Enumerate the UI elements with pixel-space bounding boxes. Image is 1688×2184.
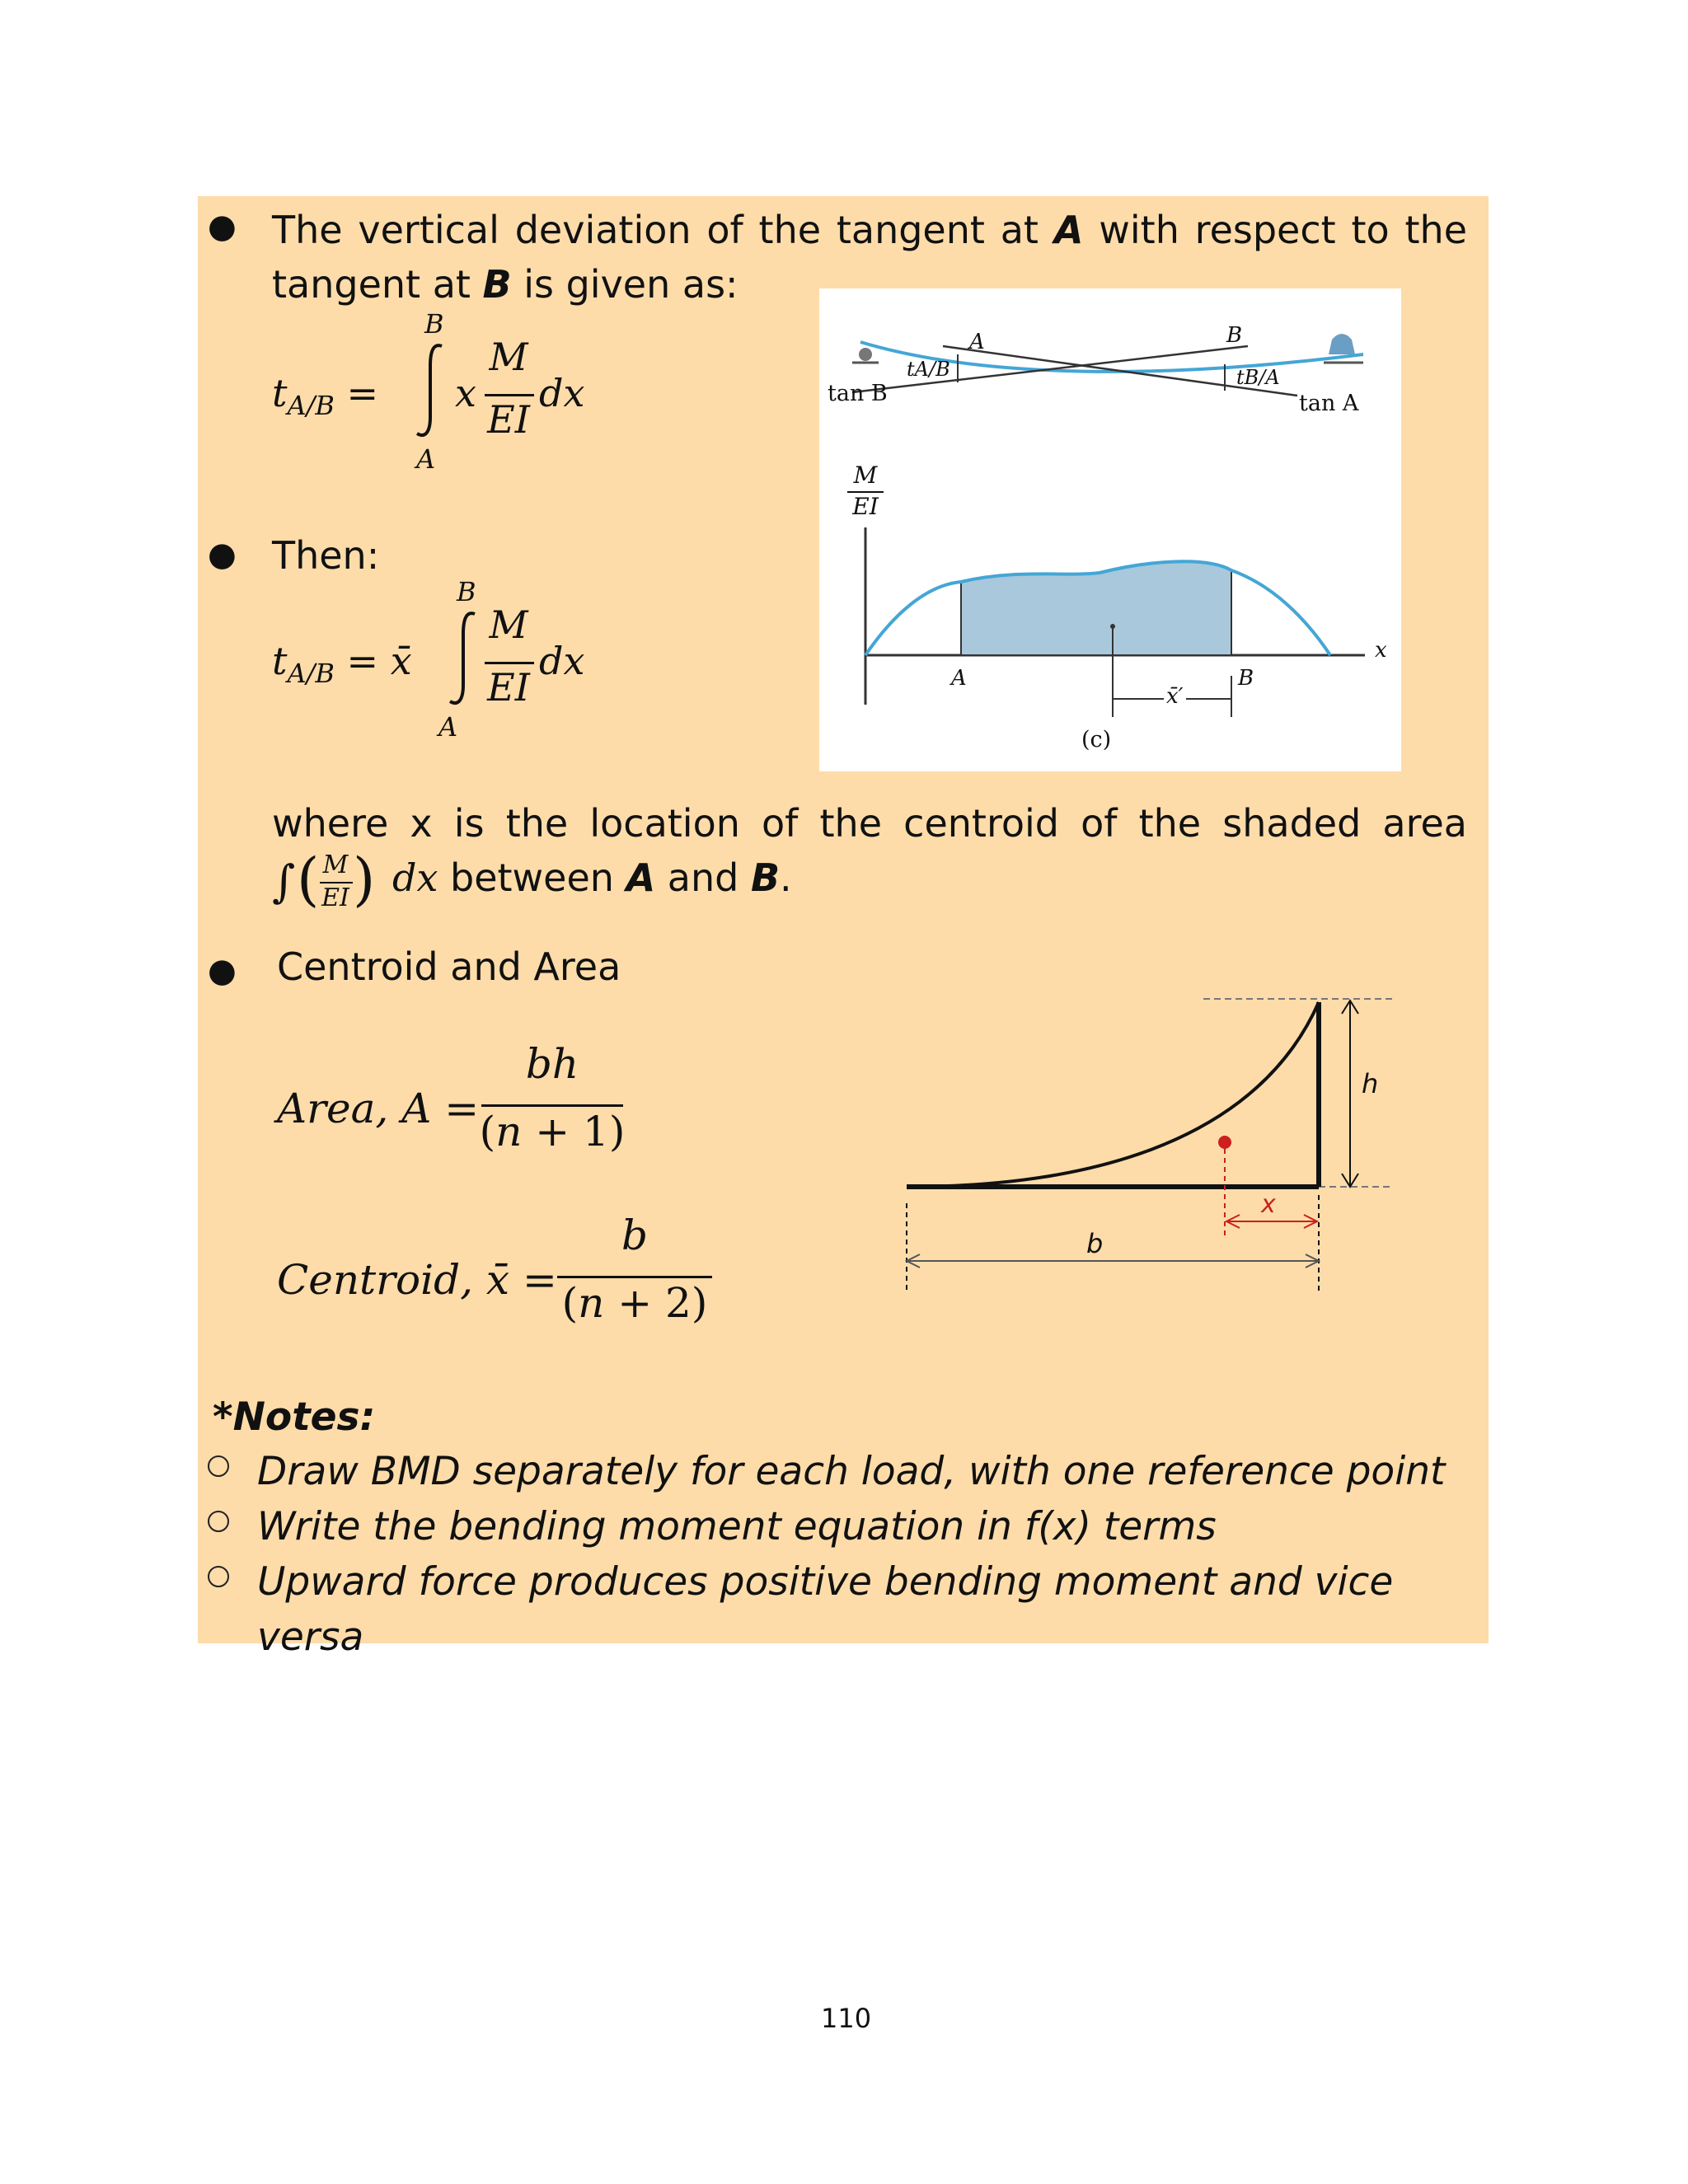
- note-text: Upward force produces positive bending moment and vice versa: [257, 1559, 1394, 1660]
- eq2-numerator: M: [489, 602, 528, 647]
- text-run: .: [780, 855, 792, 900]
- text-run: B: [482, 262, 512, 307]
- note-text: Draw BMD separately for each load, with one reference point: [257, 1449, 1446, 1494]
- centroid-formula: [272, 1212, 734, 1343]
- text-run: between: [438, 855, 626, 900]
- hollow-bullet-icon: [208, 1455, 229, 1477]
- bullet-3: ●: [208, 952, 237, 990]
- paren-den: EI: [321, 883, 349, 912]
- fig-tanB: tan B: [828, 381, 888, 406]
- bullet-3-text: Centroid and Area: [277, 944, 621, 989]
- eq1-denominator: EI: [487, 397, 530, 442]
- eq2-lhs: $t_{A/B}$ = x̄: [272, 639, 412, 690]
- eq2-dx: dx: [539, 639, 585, 683]
- pin-support-icon: [859, 348, 872, 361]
- list-item: [208, 1554, 1477, 1660]
- bullet-2-text: Then:: [272, 533, 380, 578]
- h-label: h: [1362, 1068, 1379, 1099]
- small-integral-sign: ∫: [272, 855, 296, 907]
- fig-B-bottom: B: [1238, 666, 1254, 691]
- text-run: tangent at: [272, 262, 483, 307]
- spandrel-drawing: [898, 989, 1393, 1319]
- paren-num: M: [322, 851, 349, 879]
- fig-mei-den: EI: [852, 493, 879, 520]
- centroid-numerator: b: [621, 1212, 648, 1259]
- notes-list: [208, 1444, 1477, 1660]
- fig-x-axis-label: x: [1375, 638, 1387, 663]
- fig-A-top: A: [969, 330, 985, 354]
- fig-mei-num: M: [853, 462, 878, 489]
- bullet-1-line-2: [272, 257, 738, 312]
- fig-tBA: tB/A: [1236, 366, 1280, 389]
- area-formula: [272, 1040, 659, 1172]
- list-item: [208, 1444, 1477, 1499]
- eq1-upper-limit: B: [424, 308, 444, 340]
- centroid-fraction-bar: [557, 1276, 712, 1278]
- eq1-x: x: [455, 371, 476, 415]
- text-run: dx: [392, 855, 438, 900]
- text-run: The vertical deviation of the tangent at: [272, 208, 1054, 252]
- fig-B-top: B: [1226, 323, 1243, 348]
- spandrel-curve: [907, 1002, 1319, 1187]
- fig-caption: (c): [1081, 727, 1112, 752]
- eq1-fraction-bar: [485, 394, 534, 396]
- eq1-lower-limit: A: [416, 443, 436, 475]
- equation-tab-centroid: [264, 576, 626, 746]
- text-run: with respect to the: [1083, 208, 1467, 252]
- text-run: B: [750, 855, 781, 900]
- fig-tAB: tA/B: [907, 358, 950, 381]
- eq1-numerator: M: [489, 335, 528, 379]
- text-run: is given as:: [511, 262, 738, 307]
- spandrel-figure: [898, 989, 1393, 1319]
- eq1-dx: dx: [539, 371, 585, 415]
- eq2-denominator: EI: [487, 665, 530, 710]
- x-label: x: [1261, 1190, 1276, 1219]
- integral-sign-icon: [410, 341, 452, 440]
- equation-tab-integral: [264, 308, 610, 478]
- fig-xprime-label: x̄′: [1164, 684, 1186, 709]
- b-label: b: [1086, 1228, 1104, 1259]
- eq1-lhs: $t_{A/B}$ =: [272, 371, 379, 422]
- note-text: Write the bending moment equation in f(x) terms: [257, 1504, 1217, 1549]
- fig-A-bottom: A: [951, 666, 967, 691]
- roller-support-icon: [1329, 334, 1355, 354]
- figure-c: [819, 288, 1401, 771]
- right-paren: ): [353, 846, 376, 913]
- notes-heading: *Notes:: [213, 1394, 376, 1440]
- centroid-lhs: Centroid, x̄ =: [277, 1256, 557, 1304]
- hollow-bullet-icon: [208, 1511, 229, 1532]
- eq2-fraction-bar: [485, 662, 534, 664]
- where-line-2: [272, 846, 1014, 933]
- page-number: 110: [821, 2003, 872, 2034]
- list-item: [208, 1499, 1477, 1554]
- area-denominator: (n + 1): [479, 1108, 626, 1155]
- fig-tanA: tan A: [1299, 391, 1359, 416]
- area-lhs: Area, A =: [277, 1085, 480, 1132]
- centroid-dot: [1218, 1136, 1231, 1149]
- where-line-2-text: [392, 851, 792, 905]
- eq2-lower-limit: A: [438, 711, 458, 743]
- text-run: and: [655, 855, 751, 900]
- eq2-upper-limit: B: [457, 576, 476, 607]
- area-fraction-bar: [481, 1104, 623, 1107]
- text-run: A: [1053, 208, 1084, 252]
- text-run: A: [626, 855, 656, 900]
- left-paren: (: [297, 846, 320, 913]
- centroid-denominator: (n + 2): [561, 1279, 708, 1327]
- hollow-bullet-icon: [208, 1566, 229, 1587]
- bullet-2: ●: [208, 536, 237, 574]
- bullet-1-line-1: [272, 203, 1467, 257]
- where-line-1: where x is the location of the centroid of the shaded area: [272, 801, 1467, 846]
- bullet-1: ●: [208, 208, 237, 246]
- area-numerator: bh: [525, 1040, 579, 1088]
- integral-sign-icon: [443, 609, 485, 708]
